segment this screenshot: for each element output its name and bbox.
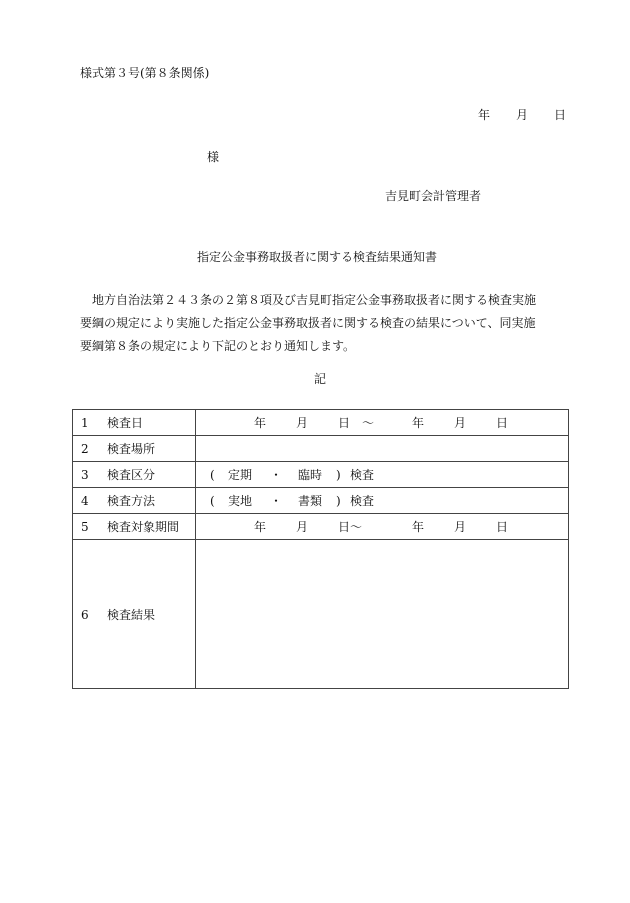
row-label xyxy=(73,514,196,540)
document-title: 指定公金事務取扱者に関する検査結果通知書 xyxy=(197,250,438,264)
close-paren: ) xyxy=(336,494,341,508)
row-label xyxy=(73,488,196,514)
day-2: 日 xyxy=(496,520,509,534)
form-number: 様式第３号(第８条関係) xyxy=(80,66,210,80)
row-label-text: 検査方法 xyxy=(107,494,156,508)
separator-dot: ・ xyxy=(270,468,283,482)
row-number: 3 xyxy=(81,468,89,482)
open-paren: ( xyxy=(210,494,215,508)
option-2: 書類 xyxy=(298,494,323,508)
row-number: 4 xyxy=(81,494,89,508)
separator-dot: ・ xyxy=(270,494,283,508)
row-label-text: 検査区分 xyxy=(107,468,156,482)
sender: 吉見町会計管理者 xyxy=(385,189,482,203)
row-label xyxy=(73,462,196,488)
month-1: 月 xyxy=(296,416,309,430)
date-day: 日 xyxy=(554,108,567,122)
day-1: 日～ xyxy=(338,520,363,534)
table-row xyxy=(73,540,569,689)
row-label xyxy=(73,540,196,689)
body-text xyxy=(80,289,560,358)
row-number: 2 xyxy=(81,442,89,456)
year-2: 年 xyxy=(412,520,425,534)
year-1: 年 xyxy=(254,520,267,534)
row-number: 6 xyxy=(81,607,89,622)
body-line-3: 要綱第８条の規定により下記のとおり通知します。 xyxy=(80,339,356,353)
row-label-text: 検査場所 xyxy=(107,442,156,456)
suffix: 検査 xyxy=(350,468,375,482)
row-value xyxy=(196,514,569,540)
table-row xyxy=(73,462,569,488)
row-value xyxy=(196,540,569,689)
option-2: 臨時 xyxy=(298,468,323,482)
day-2: 日 xyxy=(496,416,509,430)
option-1: 実地 xyxy=(228,494,253,508)
row-label-text: 検査結果 xyxy=(107,607,156,622)
row-value xyxy=(196,436,569,462)
year-1: 年 xyxy=(254,416,267,430)
open-paren: ( xyxy=(210,468,215,482)
body-line-1: 地方自治法第２４３条の２第８項及び吉見町指定公金事務取扱者に関する検査実施 xyxy=(92,293,537,307)
inspection-table xyxy=(72,409,569,689)
day-1: 日 xyxy=(338,416,351,430)
table-row xyxy=(73,436,569,462)
table-row xyxy=(73,514,569,540)
ki-heading: 記 xyxy=(314,372,327,386)
body-line-2: 要綱の規定により実施した指定公金事務取扱者に関する検査の結果について、同実施 xyxy=(80,316,536,330)
date-line xyxy=(478,108,566,122)
row-value xyxy=(196,462,569,488)
month-2: 月 xyxy=(454,416,467,430)
table-row xyxy=(73,410,569,436)
month-1: 月 xyxy=(296,520,309,534)
row-label-text: 検査対象期間 xyxy=(107,520,180,534)
option-1: 定期 xyxy=(228,468,253,482)
year-2: 年 xyxy=(412,416,425,430)
row-value xyxy=(196,488,569,514)
tilde: ～ xyxy=(362,416,375,430)
row-number: 5 xyxy=(81,520,89,534)
date-month: 月 xyxy=(516,108,529,122)
row-number: 1 xyxy=(81,416,89,430)
date-year: 年 xyxy=(478,108,491,122)
month-2: 月 xyxy=(454,520,467,534)
row-label xyxy=(73,436,196,462)
row-label xyxy=(73,410,196,436)
table-row xyxy=(73,488,569,514)
suffix: 検査 xyxy=(350,494,375,508)
row-value xyxy=(196,410,569,436)
row-label-text: 検査日 xyxy=(107,416,144,430)
addressee-suffix: 様 xyxy=(207,150,220,164)
close-paren: ) xyxy=(336,468,341,482)
